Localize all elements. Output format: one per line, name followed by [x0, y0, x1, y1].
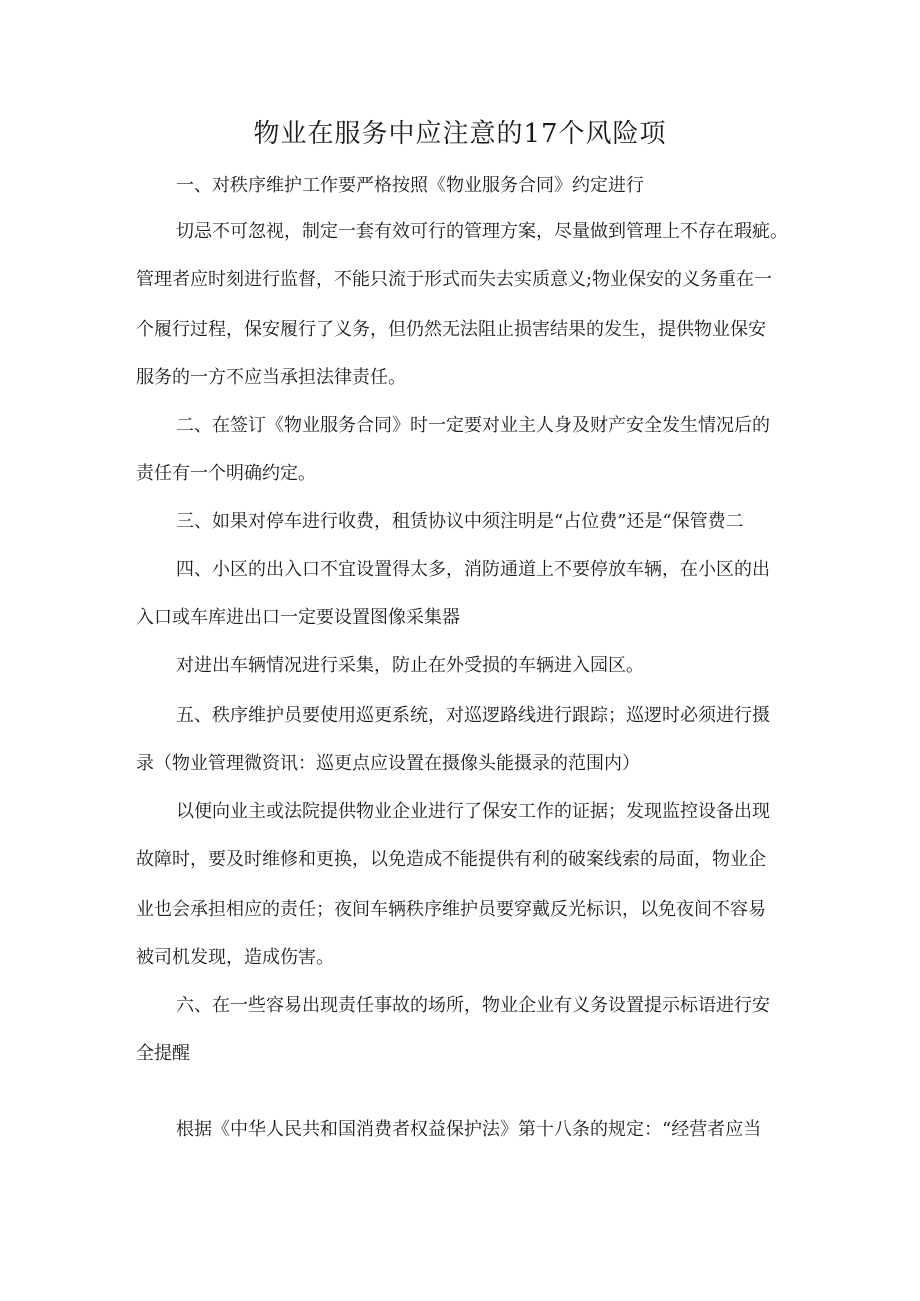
paragraph-line: 入口或车库进出口一定要设置图像采集器 — [136, 607, 460, 628]
paragraph-line: 个履行过程，保安履行了义务，但仍然无法阻止损害结果的发生，提供物业保安 — [136, 319, 766, 340]
paragraph-line: 服务的一方不应当承担法律责任。 — [136, 367, 406, 388]
paragraph-line: 业也会承担相应的责任；夜间车辆秩序维护员要穿戴反光标识，以免夜间不容易 — [136, 899, 766, 920]
paragraph-line: 根据《中华人民共和国消费者权益保护法》第十八条的规定：“经营者应当 — [176, 1119, 762, 1140]
section-heading-6: 六、在一些容易出现责任事故的场所，物业企业有义务设置提示标语进行安 — [176, 995, 770, 1016]
paragraph-line: 录（物业管理微资讯：巡更点应设置在摄像头能摄录的范围内） — [136, 753, 640, 774]
paragraph-line: 被司机发现，造成伤害。 — [136, 947, 334, 968]
document-title: 物业在服务中应注意的17个风险项 — [253, 119, 667, 149]
section-heading-2: 二、在签订《物业服务合同》时一定要对业主人身及财产安全发生情况后的 — [176, 415, 770, 436]
section-heading-5: 五、秩序维护员要使用巡更系统，对巡逻路线进行跟踪；巡逻时必须进行摄 — [176, 705, 770, 726]
section-heading-3: 三、如果对停车进行收费，租赁协议中须注明是“占位费”还是“保管费二 — [176, 511, 744, 532]
paragraph-line: 切忌不可忽视，制定一套有效可行的管理方案，尽量做到管理上不存在瑕疵。 — [176, 221, 788, 242]
paragraph-line: 责任有一个明确约定。 — [136, 463, 316, 484]
section-heading-1: 一、对秩序维护工作要严格按照《物业服务合同》约定进行 — [176, 175, 644, 196]
paragraph-line: 对进出车辆情况进行采集，防止在外受损的车辆进入园区。 — [176, 655, 644, 676]
section-heading-4: 四、小区的出入口不宜设置得太多，消防通道上不要停放车辆，在小区的出 — [176, 559, 770, 580]
paragraph-line: 全提醒 — [136, 1043, 190, 1064]
paragraph-line: 管理者应时刻进行监督，不能只流于形式而失去实质意义;物业保安的义务重在一 — [136, 269, 773, 290]
paragraph-line: 以便向业主或法院提供物业企业进行了保安工作的证据；发现监控设备出现 — [176, 801, 770, 822]
paragraph-line: 故障时，要及时维修和更换，以免造成不能提供有利的破案线索的局面，物业企 — [136, 849, 766, 870]
